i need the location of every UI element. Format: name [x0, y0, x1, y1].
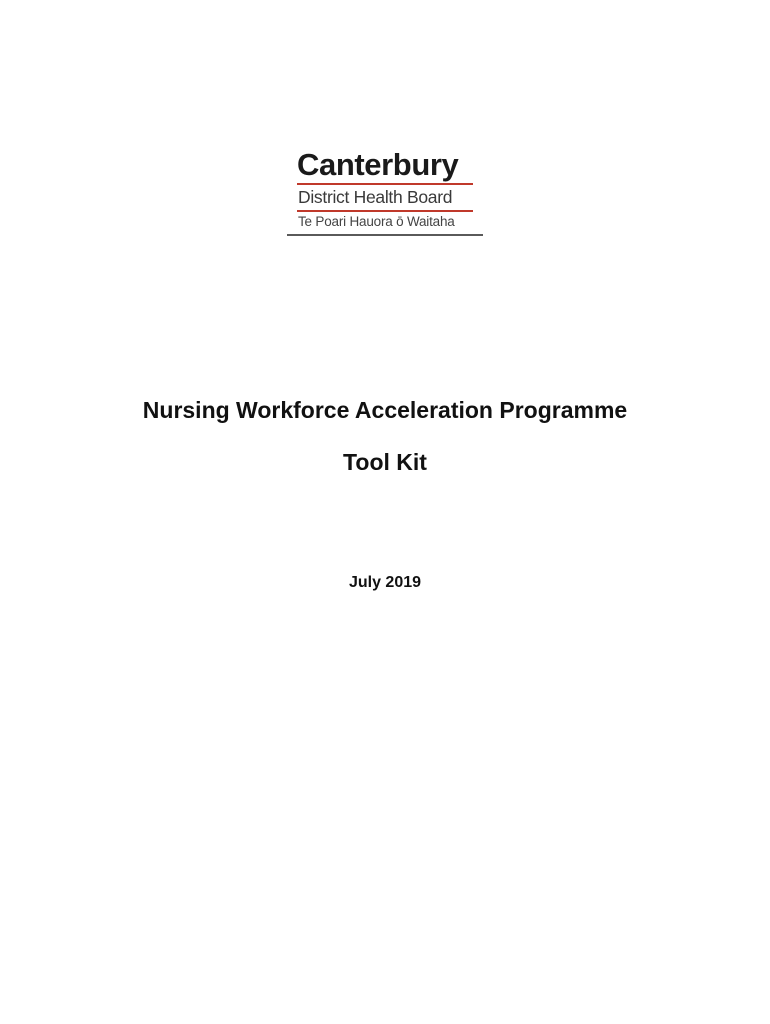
logo-organisation-name: District Health Board: [298, 187, 453, 207]
logo-wordmark: Canterbury: [297, 147, 459, 182]
document-subtitle: Tool Kit: [343, 449, 427, 475]
logo-maori-name: Te Poari Hauora ō Waitaha: [298, 214, 455, 229]
logo-red-rule-top: [297, 183, 473, 185]
logo-red-rule-bottom: [297, 210, 473, 212]
logo-grey-underline: [287, 234, 483, 236]
document-title: Nursing Workforce Acceleration Programme: [142, 397, 628, 423]
canterbury-dhb-logo: [287, 148, 483, 238]
document-date: July 2019: [348, 574, 422, 591]
